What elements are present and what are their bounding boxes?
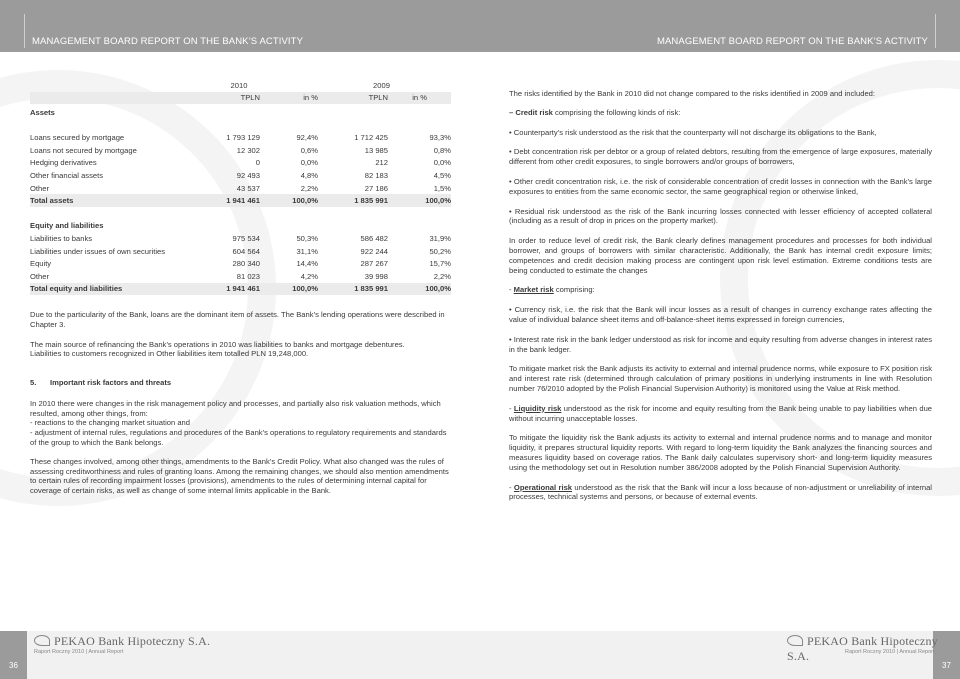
table-row (30, 245, 451, 258)
table-row (30, 131, 451, 144)
cell-pct-2009: 2,2% (433, 271, 451, 281)
list-item: • Residual risk understood as the risk of the Bank incurring losses connected with lesser efficiency of accepted collateral (including as a result of drop in prices on the property market). (509, 206, 932, 226)
year-header-row (30, 79, 451, 92)
table-row (30, 257, 451, 270)
cell-tpln-2010: 81 023 (236, 271, 260, 281)
cell-pct-2009: 0,8% (433, 145, 451, 155)
cell-pct-2009: 4,5% (433, 170, 451, 180)
liquidity-risk-prefix: - (509, 403, 514, 413)
credit-risk-rest: comprising the following kinds of risk: (552, 107, 681, 117)
cell-pct-2009: 0,0% (433, 158, 451, 168)
cell-tpln-2009: 27 186 (364, 183, 388, 193)
section-title: Important risk factors and threats (50, 378, 172, 387)
operational-risk-label: Operational risk (513, 482, 573, 492)
cell-pct-2009: 15,7% (429, 259, 451, 269)
logo-text: PEKAO Bank Hipoteczny S.A. (787, 634, 938, 663)
liquidity-risk-rest: understood as the risk for income and equity resulting from the Bank being unable to pay liabilities when due without incurring unacceptable losses. (509, 403, 933, 423)
unit-tpln-2009: TPLN (318, 92, 388, 105)
row-label: Total assets (30, 194, 180, 207)
row-label: Equity (30, 259, 52, 269)
cell-tpln-2010: 1 941 461 (180, 194, 260, 207)
row-label: Liabilities to banks (30, 233, 93, 243)
cell-pct-2010: 100,0% (260, 283, 318, 296)
table-row (30, 169, 451, 182)
section-5 (30, 378, 451, 502)
list-item: • Counterparty’s risk understood as the risk that the counterparty will not discharge its obligations to the Bank, (509, 127, 877, 137)
page-number-left (0, 631, 27, 679)
cell-tpln-2009: 1 835 991 (318, 283, 388, 296)
header-title-left: MANAGEMENT BOARD REPORT ON THE BANK’S ACTIVITY (32, 36, 304, 47)
list-item: • Debt concentration risk per debtor or a group of related debtors, resulting from the emergence of large exposures, materially different from other credit exposures, to single borrowers and/or groups of borrowers, (509, 147, 932, 167)
row-label: Other financial assets (30, 170, 104, 180)
table-row (30, 232, 451, 245)
list-item: • Currency risk, i.e. the risk that the Bank will incur losses as a result of changes in currency exchange rates affecting the value of individual balance sheet items and off-balance-sheet items expressed in foreign currencies, (509, 305, 932, 324)
cell-tpln-2010: 92 493 (236, 170, 260, 180)
liquidity-risk-label: Liquidity risk (513, 403, 562, 413)
cell-pct-2009: 93,3% (429, 133, 451, 143)
cell-tpln-2010: 1 941 461 (180, 283, 260, 296)
cell-pct-2009: 50,2% (429, 246, 451, 256)
cell-pct-2009: 31,9% (429, 233, 451, 243)
header-divider-left (24, 14, 25, 48)
cell-tpln-2009: 1 712 425 (354, 133, 388, 143)
list-item: - reactions to the changing market situation and (30, 418, 190, 428)
paragraph-credit-mitigation: In order to reduce level of credit risk, the Bank clearly defines management procedures and processes for both individual borrower, and groups of borrowers with similar characteristic. Additionally, the Bank has internal credit exposure limits; competences and credit decision making process are contingent upon risk level estimation. Extreme conditions tests are being conducted to estimate the changes (509, 236, 932, 275)
paragraph-changes: These changes involved, among other things, amendments to the Bank’s Credit Policy. What also changed was the rules of assessing creditworthiness and rules of granting loans. Among the remaining changes, we should also mention amendments to certain rules of recording impairment losses (provisions), amendments to the rules of determining internal capital for coverage of certain risks, as well as change of some internal limits applicable in the Bank. (30, 456, 449, 496)
year-2009-label: 2009 (373, 80, 390, 90)
market-risk-heading (509, 285, 932, 295)
table-row (30, 144, 451, 157)
paragraph-liquidity-mitigation: To mitigate the liquidity risk the Bank adjusts its activity to external and internal prudence norms and to manage and monitor liquidity, it prepares structural liquidity reports. With regard to long-term liquidity the Bank analyzes the financing sources and measures liquidity based on coverage ratios. The Bank daily calculates supervisory short- and long-term liquidity measures using the methodology set out in Resolution number 386/2008 adopted by the Polish Financial Supervision Authority. (509, 433, 932, 472)
cell-tpln-2010: 280 340 (232, 259, 260, 269)
table-row (30, 157, 451, 170)
row-label: Loans secured by mortgage (30, 133, 125, 143)
liabilities-total-row (30, 283, 451, 296)
operational-risk-prefix: - (509, 482, 514, 492)
footer-subtitle-left: Raport Roczny 2010 | Annual Report (34, 649, 124, 655)
cell-pct-2010: 2,2% (300, 183, 318, 193)
unit-pct-2010: in % (260, 92, 318, 105)
row-label: Other (30, 183, 49, 193)
cell-pct-2010: 92,4% (296, 133, 318, 143)
balance-sheet-table (30, 79, 451, 295)
cell-tpln-2009: 1 835 991 (318, 194, 388, 207)
unit-header-row (30, 92, 451, 105)
unit-pct-2009: in % (388, 92, 451, 105)
paragraph-loans: Due to the particularity of the Bank, loans are the dominant item of assets. The Bank’s lending operations were described in Chapter 3. (30, 310, 445, 329)
assets-heading: Assets (30, 107, 55, 117)
header-title-right: MANAGEMENT BOARD REPORT ON THE BANK’S ACTIVITY (656, 36, 928, 47)
paragraph-risks-intro: The risks identified by the Bank in 2010 did not change compared to the risks identified in 2009 and included: (509, 89, 875, 98)
assets-heading-row (30, 104, 451, 119)
list-item: - adjustment of internal rules, regulations and procedures of the Bank’s operations to regulatory requirements and standards of the group to which the Bank belongs. (30, 428, 447, 447)
page-number-right-text: 37 (942, 661, 951, 670)
cell-pct-2010: 100,0% (260, 194, 318, 207)
left-text-block (30, 310, 451, 365)
cell-pct-2010: 4,8% (300, 170, 318, 180)
cell-pct-2010: 50,3% (296, 233, 318, 243)
pekao-logo-icon (787, 635, 803, 646)
list-item: • Other credit concentration risk, i.e. the risk of considerable concentration of credit losses in connection with the Bank’s large exposures to entities from the same economic sector, the same geographical region or otherwise linked, (509, 176, 932, 196)
row-label: Liabilities under issues of own securities (30, 246, 166, 256)
section-heading (30, 378, 451, 388)
assets-total-row (30, 194, 451, 207)
liabilities-heading: Equity and liabilities (30, 221, 104, 231)
cell-tpln-2010: 1 793 129 (226, 133, 260, 143)
year-2010-label: 2010 (230, 80, 248, 90)
cell-tpln-2009: 212 (375, 158, 388, 168)
cell-tpln-2009: 82 183 (364, 170, 388, 180)
table-row (30, 270, 451, 283)
cell-tpln-2009: 287 267 (360, 259, 388, 269)
cell-pct-2010: 14,4% (296, 259, 318, 269)
liabilities-heading-row (30, 220, 451, 233)
row-label: Loans not secured by mortgage (30, 145, 137, 155)
cell-pct-2010: 0,6% (300, 145, 318, 155)
section-number: 5. (30, 378, 37, 387)
paragraph-customer-liabilities: Liabilities to customers recognized in Other liabilities item totalled PLN 19,248,000. (30, 349, 309, 359)
cell-pct-2009: 100,0% (388, 283, 451, 296)
cell-tpln-2010: 43 537 (236, 183, 260, 193)
cell-tpln-2010: 12 302 (236, 145, 260, 155)
credit-risk-label: – Credit risk (509, 107, 553, 117)
footer-logo-left (34, 634, 210, 649)
cell-tpln-2009: 39 998 (364, 271, 388, 281)
market-risk-label: Market risk (513, 285, 554, 295)
header-divider-right (935, 14, 936, 48)
page-number-left-text: 36 (9, 661, 18, 670)
cell-tpln-2010: 0 (255, 158, 260, 168)
paragraph-risk-intro: In 2010 there were changes in the risk management policy and processes, and partially also risk valuation methods, which resulted, among other things, from: (30, 398, 441, 418)
pekao-logo-icon (34, 635, 50, 646)
paragraph-market-mitigation: To mitigate market risk the Bank adjusts its activity to external and internal prudence norms, while exposure to FX position risk and interest rate risk (determined through calculation of primary positions in underlying instruments in line with Resolution number 76/2010 adopted by the Polish Financial Supervision Authority) is monitored using the Value at Risk method. (509, 364, 932, 393)
row-label: Other (30, 271, 49, 281)
cell-tpln-2009: 13 985 (364, 145, 388, 155)
operational-risk-rest: understood as the risk that the Bank will incur a loss because of non-adjustment or unreliability of internal processes, technical systems and persons, or because of external events. (509, 482, 932, 502)
right-text-block (509, 89, 932, 509)
credit-risk-heading (509, 108, 932, 118)
cell-pct-2010: 4,2% (300, 271, 318, 281)
cell-tpln-2010: 604 564 (232, 246, 260, 256)
cell-pct-2009: 100,0% (388, 194, 451, 207)
logo-text: PEKAO Bank Hipoteczny S.A. (54, 634, 211, 648)
unit-tpln-2010: TPLN (180, 92, 260, 105)
cell-tpln-2010: 975 534 (232, 233, 260, 243)
footer-subtitle-right: Raport Roczny 2010 | Annual Report (845, 649, 935, 655)
cell-pct-2010: 31,1% (296, 246, 318, 256)
cell-pct-2009: 1,5% (433, 183, 451, 193)
row-label: Hedging derivatives (30, 158, 97, 168)
table-row (30, 182, 451, 195)
paragraph-refinancing: The main source of refinancing the Bank’s operations in 2010 was liabilities to banks and mortgage debentures. (30, 339, 405, 349)
market-risk-rest: comprising: (553, 285, 595, 295)
market-risk-prefix: - (509, 285, 514, 295)
liquidity-risk-paragraph (509, 404, 932, 424)
cell-tpln-2009: 922 244 (360, 246, 388, 256)
row-label: Total equity and liabilities (30, 283, 180, 296)
cell-pct-2010: 0,0% (300, 158, 318, 168)
operational-risk-paragraph (509, 483, 932, 503)
cell-tpln-2009: 586 482 (360, 233, 388, 243)
list-item: • Interest rate risk in the bank ledger understood as risk for income and equity resulting from adverse changes in interest rates in the bank ledger. (509, 334, 932, 354)
